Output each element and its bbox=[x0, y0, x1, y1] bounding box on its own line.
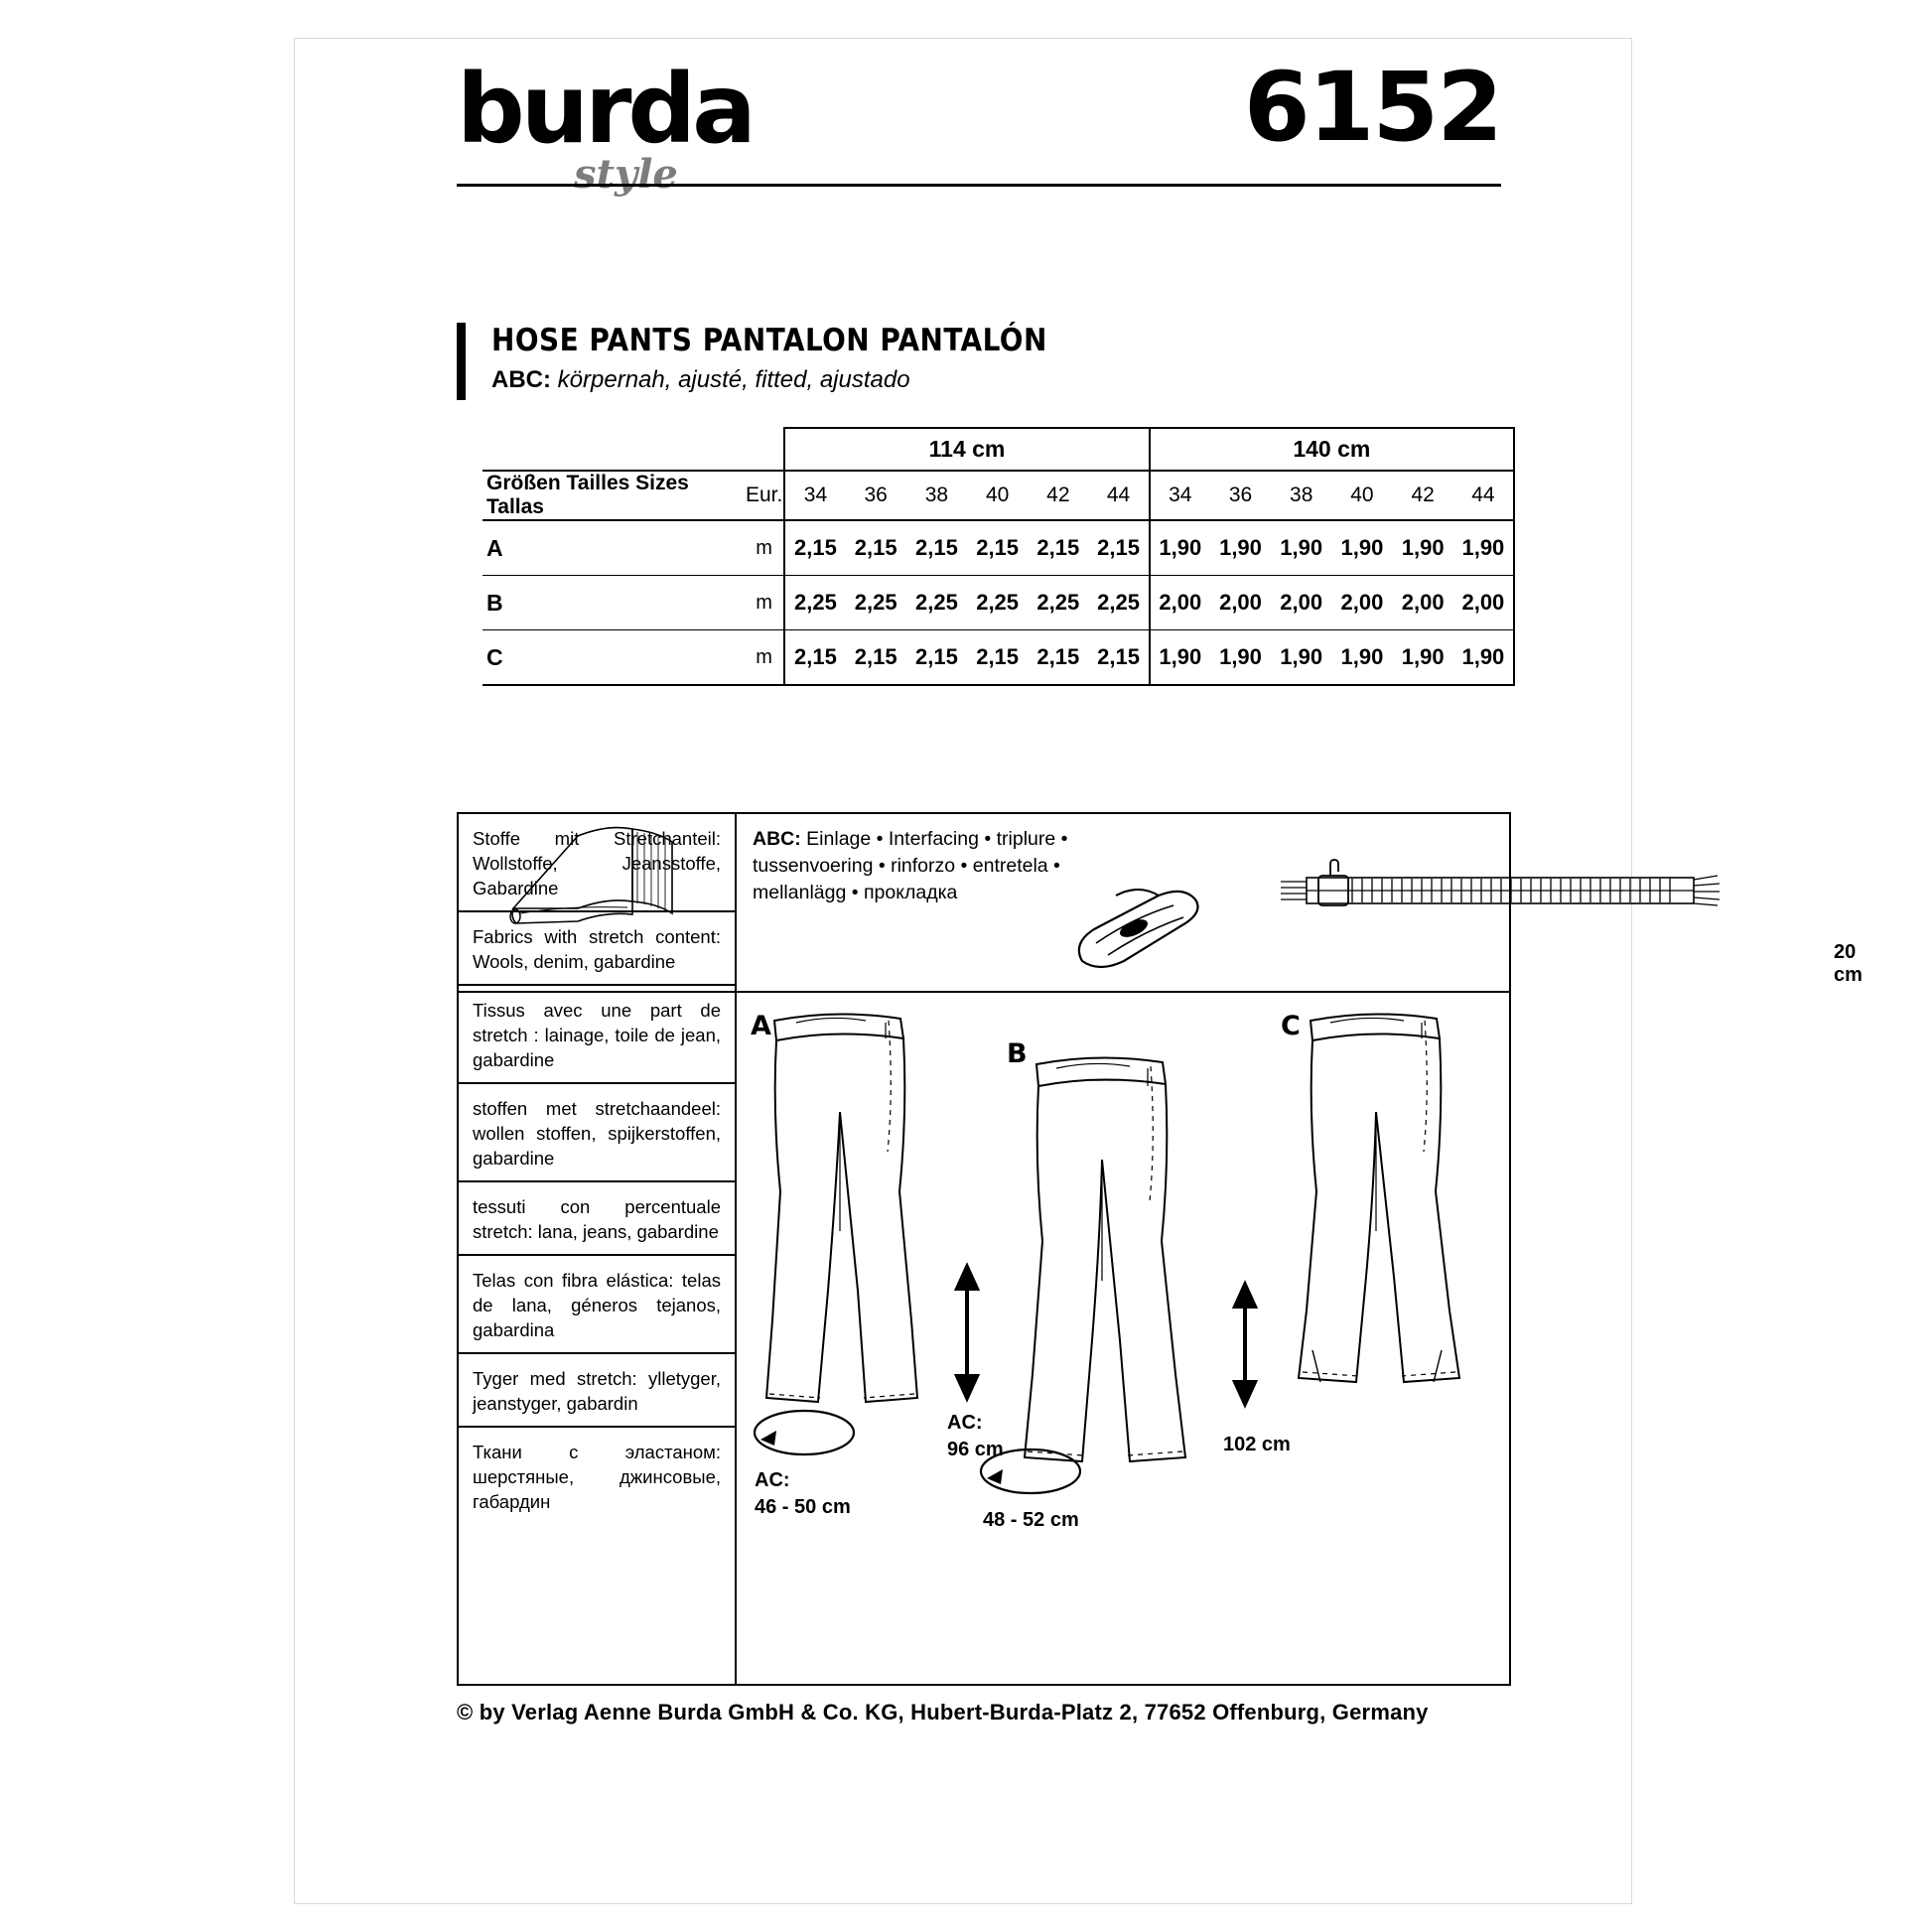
table-row bbox=[483, 576, 1514, 630]
fabric-text-it: tessuti con percentuale stretch: lana, jeans, gabardine bbox=[473, 1196, 721, 1242]
cell: 2,15 bbox=[1028, 520, 1088, 576]
view-a-hem-label bbox=[755, 1467, 851, 1521]
cell: 2,15 bbox=[846, 630, 906, 686]
view-label: A bbox=[483, 520, 745, 576]
cell: 2,00 bbox=[1453, 576, 1514, 630]
table-row bbox=[483, 520, 1514, 576]
size-header: 44 bbox=[1088, 471, 1149, 520]
zipper-icon bbox=[1273, 856, 1739, 932]
unit-label: m bbox=[745, 520, 784, 576]
size-header: 38 bbox=[906, 471, 967, 520]
header-divider bbox=[457, 184, 1501, 187]
table-header-sizes bbox=[483, 471, 1514, 520]
copyright-notice: © by Verlag Aenne Burda GmbH & Co. KG, Hubert-Burda-Platz 2, 77652 Offenburg, Germany bbox=[457, 1700, 1429, 1725]
eur-label: Eur. bbox=[745, 471, 784, 520]
pants-view-b bbox=[1025, 1057, 1185, 1461]
cell: 2,25 bbox=[967, 576, 1028, 630]
length-arrow-ac-96 bbox=[957, 1267, 977, 1398]
zipper-length-label: 20 cm bbox=[1834, 941, 1863, 986]
view-letter-c: C bbox=[1281, 1011, 1301, 1041]
view-a-length-label bbox=[947, 1410, 1004, 1463]
views-label: ABC: bbox=[491, 366, 551, 393]
cell: 2,15 bbox=[1028, 630, 1088, 686]
size-header: 40 bbox=[1331, 471, 1392, 520]
cell: 1,90 bbox=[1453, 520, 1514, 576]
view-b-hem-label bbox=[983, 1507, 1079, 1534]
b-hem-value: 48 - 52 cm bbox=[983, 1509, 1079, 1531]
ac-hem-key: AC: bbox=[755, 1469, 790, 1491]
cell: 2,00 bbox=[1150, 576, 1210, 630]
size-header: 36 bbox=[1210, 471, 1271, 520]
lower-panel bbox=[457, 812, 1863, 1686]
cell: 2,15 bbox=[784, 630, 845, 686]
cell: 1,90 bbox=[1210, 520, 1271, 576]
interfacing-text bbox=[753, 826, 1070, 906]
cell: 2,15 bbox=[967, 520, 1028, 576]
cell: 2,00 bbox=[1271, 576, 1331, 630]
pattern-number: 6152 bbox=[1243, 52, 1501, 163]
fabric-swatch-illustration bbox=[459, 814, 735, 993]
cell: 1,90 bbox=[1271, 630, 1331, 686]
cell: 1,90 bbox=[1150, 520, 1210, 576]
unit-label: m bbox=[745, 576, 784, 630]
cell: 2,15 bbox=[784, 520, 845, 576]
fabric-requirement-table bbox=[483, 427, 1515, 686]
brand-logo bbox=[457, 54, 794, 198]
table-row bbox=[483, 630, 1514, 686]
cell: 1,90 bbox=[1453, 630, 1514, 686]
length-arrow-102 bbox=[1235, 1285, 1255, 1404]
iron-icon bbox=[1064, 874, 1213, 988]
size-row-label: Größen Tailles Sizes Tallas bbox=[483, 471, 745, 520]
size-header: 34 bbox=[784, 471, 845, 520]
brand-name: burda bbox=[457, 54, 753, 165]
fabric-suggestions-column bbox=[459, 814, 737, 1684]
cell: 2,25 bbox=[1088, 576, 1149, 630]
pants-view-c bbox=[1299, 1014, 1459, 1382]
cell: 2,25 bbox=[784, 576, 845, 630]
size-header: 34 bbox=[1150, 471, 1210, 520]
fabric-text-fr: Tissus avec une part de stretch : lainage, toile de jean, gabardine bbox=[473, 1000, 721, 1070]
c-length-value: 102 cm bbox=[1223, 1434, 1291, 1455]
fabric-text-sv: Tyger med stretch: ylletyger, jeanstyger, gabardin bbox=[473, 1368, 721, 1414]
cell: 2,15 bbox=[967, 630, 1028, 686]
hem-circumference-a bbox=[755, 1411, 854, 1454]
cell: 1,90 bbox=[1331, 520, 1392, 576]
ac-length-key: AC: bbox=[947, 1412, 983, 1434]
cell: 2,15 bbox=[906, 520, 967, 576]
pants-view-a bbox=[766, 1014, 917, 1402]
page-title: HOSE PANTS PANTALON PANTALÓN bbox=[491, 323, 1047, 358]
cell: 2,15 bbox=[1088, 520, 1149, 576]
cell: 1,90 bbox=[1150, 630, 1210, 686]
cell: 1,90 bbox=[1393, 520, 1453, 576]
cell: 2,15 bbox=[1088, 630, 1149, 686]
notions-panel bbox=[737, 814, 1863, 993]
title-block bbox=[457, 323, 1509, 400]
fit-text: körpernah, ajusté, fitted, ajustado bbox=[557, 366, 910, 393]
cell: 1,90 bbox=[1331, 630, 1392, 686]
cell: 2,00 bbox=[1331, 576, 1392, 630]
view-letter-a: A bbox=[751, 1011, 771, 1041]
notions-views-label: ABC: bbox=[753, 828, 801, 850]
fabric-text-ru: Ткани с эластаном: шерстяные, джинсовые, габардин bbox=[473, 1442, 721, 1512]
view-label: C bbox=[483, 630, 745, 686]
cell: 2,15 bbox=[846, 520, 906, 576]
cell: 2,25 bbox=[1028, 576, 1088, 630]
ac-length-value: 96 cm bbox=[947, 1439, 1004, 1460]
fit-description bbox=[491, 366, 1509, 394]
view-label: B bbox=[483, 576, 745, 630]
view-letter-b: B bbox=[1007, 1038, 1028, 1069]
size-header: 38 bbox=[1271, 471, 1331, 520]
fabric-width-114: 114 cm bbox=[784, 428, 1149, 471]
fabric-text-nl: stoffen met stretchaandeel: wollen stoffen, spijkerstoffen, gabardine bbox=[473, 1098, 721, 1169]
cell: 1,90 bbox=[1393, 630, 1453, 686]
fabric-text-de: Stoffe mit Stretchanteil: Wollstoffe, Jeansstoffe, Gabardine bbox=[473, 828, 721, 898]
brand-subtitle: style bbox=[574, 151, 678, 198]
size-header: 40 bbox=[967, 471, 1028, 520]
fabric-width-140: 140 cm bbox=[1150, 428, 1514, 471]
unit-label: m bbox=[745, 630, 784, 686]
interfacing-languages: Einlage • Interfacing • triplure • tussenvoering • rinforzo • entretela • mellanlägg • прокладка bbox=[753, 828, 1068, 903]
size-header: 42 bbox=[1393, 471, 1453, 520]
cell: 2,00 bbox=[1210, 576, 1271, 630]
garment-illustrations bbox=[737, 993, 1509, 1684]
size-header: 44 bbox=[1453, 471, 1514, 520]
table-header-widths bbox=[483, 428, 1514, 471]
cell: 2,25 bbox=[846, 576, 906, 630]
fabric-text-es: Telas con fibra elástica: telas de lana, géneros tejanos, gabardina bbox=[473, 1270, 721, 1340]
size-header: 42 bbox=[1028, 471, 1088, 520]
cell: 2,15 bbox=[906, 630, 967, 686]
ac-hem-value: 46 - 50 cm bbox=[755, 1496, 851, 1518]
fabric-text-en: Fabrics with stretch content: Wools, denim, gabardine bbox=[473, 926, 721, 972]
cell: 1,90 bbox=[1210, 630, 1271, 686]
cell: 2,25 bbox=[906, 576, 967, 630]
cell: 1,90 bbox=[1271, 520, 1331, 576]
cell: 2,00 bbox=[1393, 576, 1453, 630]
view-c-length-label bbox=[1223, 1432, 1291, 1458]
size-header: 36 bbox=[846, 471, 906, 520]
